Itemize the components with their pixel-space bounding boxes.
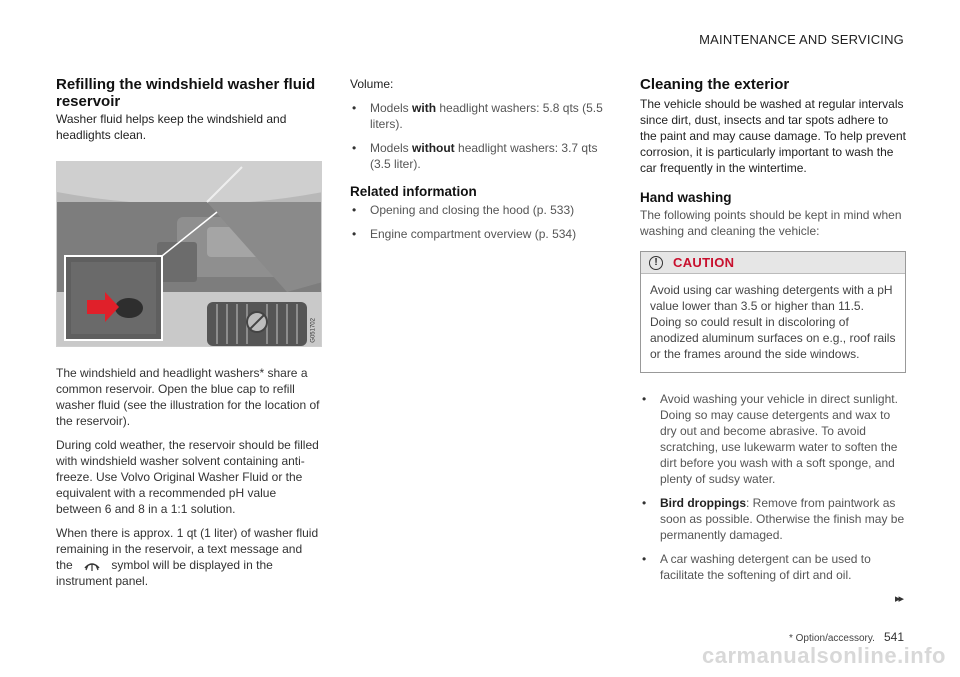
caution-header <box>641 252 905 274</box>
washer-fluid-paragraph-2: During cold weather, the reservoir should be filled with windshield washer solvent containing anti-freeze. Use Volvo Original Washer Fluid or the equivalent with a recommended pH value between 6 and 8 in a 1:1 solution. <box>56 438 319 516</box>
related-link-hood[interactable]: • Opening and closing the hood (p. 533) <box>350 202 604 218</box>
related-information-title: Related information <box>350 184 477 199</box>
cleaning-exterior-title: Cleaning the exterior <box>640 76 790 93</box>
related-link-engine-compartment[interactable]: • Engine compartment overview (p. 534) <box>350 226 604 242</box>
washer-fluid-level-icon <box>82 559 102 573</box>
continue-arrows: ▸▸ <box>894 593 902 605</box>
washer-fluid-title: Refilling the windshield washer fluid reservoir <box>56 76 316 110</box>
washer-fluid-paragraph-1: The windshield and headlight washers* share a common reservoir. Open the blue cap to refill washer fluid (see the illustration for the location of the reservoir). <box>56 366 320 428</box>
washer-fluid-paragraph-3 <box>56 525 322 589</box>
paragraph-3-start: When there is approx. 1 qt (1 liter) of washer fluid remaining in the reservoir, a text message and the <box>56 526 319 572</box>
washer-fluid-intro: Washer fluid helps keep the windshield and headlights clean. <box>56 112 287 142</box>
volume-label: Volume: <box>350 77 394 91</box>
exclamation-icon: ! <box>649 256 663 270</box>
volume-item-without: • Models without headlight washers: 3.7 qts (3.5 liter). <box>350 140 604 172</box>
bullet-detergent: • A car washing detergent can be used to facilitate the softening of dirt and oil. <box>640 551 906 583</box>
hand-washing-title: Hand washing <box>640 190 732 205</box>
bullet-bird-droppings: • Bird droppings: Remove from paintwork as soon as possible. Otherwise the finish may be permanently damaged. <box>640 495 906 543</box>
engine-bay-drawing <box>57 162 322 347</box>
paragraph-3-end: symbol will be displayed in the instrument panel. <box>56 558 273 588</box>
page-footer <box>789 630 904 644</box>
engine-bay-illustration <box>56 161 322 347</box>
cleaning-exterior-intro: The vehicle should be washed at regular intervals since dirt, dust, insects and tar spots adhere to the paint and may cause damage. To help prevent corrosion, it is particularly important to wash the car frequently in the wintertime. <box>640 97 906 175</box>
page-number: 541 <box>883 630 904 644</box>
hand-washing-list <box>640 391 906 583</box>
hand-washing-intro: The following points should be kept in mind when washing and cleaning the vehicle: <box>640 208 902 238</box>
column-washer-fluid <box>56 76 322 589</box>
section-header: MAINTENANCE AND SERVICING <box>699 32 904 47</box>
footnote: * Option/accessory. <box>788 633 875 644</box>
related-information-list <box>350 202 604 242</box>
volume-list <box>350 100 604 172</box>
caution-text: Avoid using car washing detergents with a pH value lower than 3.5 or higher than 11.5. Doing so could result in discoloring of anodized aluminum surfaces on e.g., roof rails or the frames around the side windows. <box>650 283 896 361</box>
column-volume <box>350 76 604 250</box>
watermark: carmanualsonline.info <box>702 643 946 668</box>
caution-box <box>640 251 906 373</box>
caution-title: CAUTION <box>673 255 735 270</box>
volume-item-with: • Models with headlight washers: 5.8 qts (5.5 liters). <box>350 100 604 132</box>
column-cleaning-exterior <box>640 76 906 591</box>
bullet-direct-sunlight: • Avoid washing your vehicle in direct sunlight. Doing so may cause detergents and wax to dry out and become abrasive. To avoid scratching, use lukewarm water to soften the dirt before you wash with a soft sponge, and plenty of sudsy water. <box>640 391 906 487</box>
figure-code: G051702 <box>311 318 317 343</box>
